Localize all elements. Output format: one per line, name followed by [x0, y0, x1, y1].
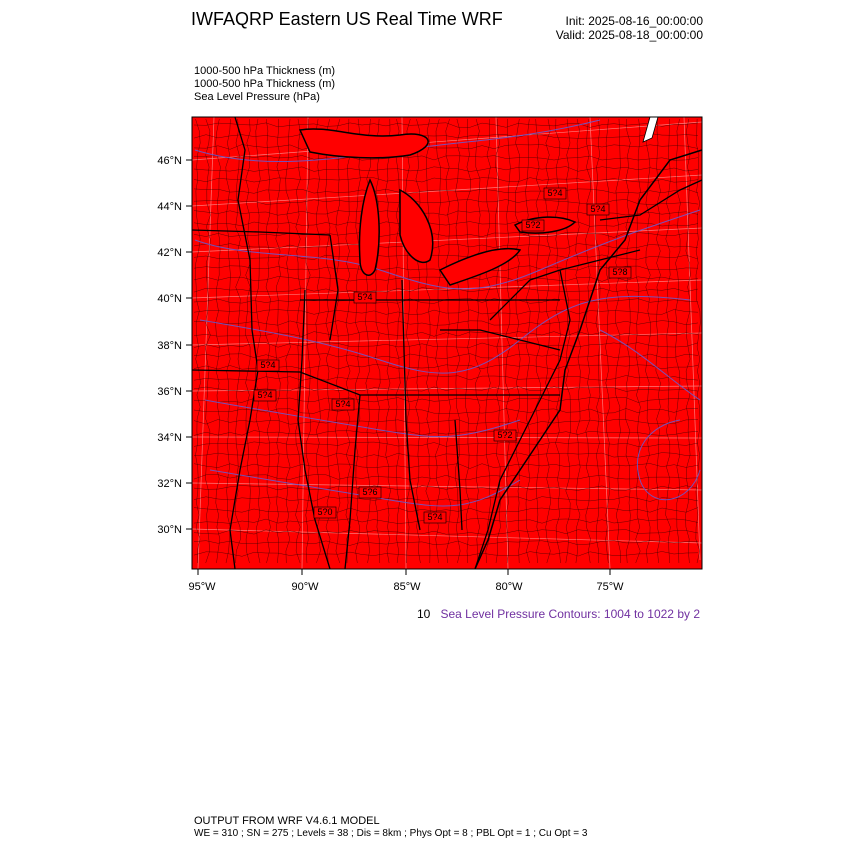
model-settings: WE = 310 ; SN = 275 ; Levels = 38 ; Dis = 8km ; Phys Opt = 8 ; PBL Opt = 1 ; Cu Opt = 3	[194, 828, 588, 839]
variable-label: 1000-500 hPa Thickness (m)	[194, 78, 336, 90]
lat-label: 30°N	[157, 524, 182, 536]
lon-label: 75°W	[596, 581, 624, 593]
contour-label: 5?4	[547, 188, 563, 198]
contour-label: 5?8	[612, 267, 628, 277]
lat-label: 32°N	[157, 478, 182, 490]
init-time: Init: 2025-08-16_00:00:00	[565, 14, 703, 28]
lat-label: 42°N	[157, 247, 182, 259]
lat-label: 40°N	[157, 293, 182, 305]
lat-label: 36°N	[157, 386, 182, 398]
contour-label: 5?6	[362, 487, 378, 497]
valid-time: Valid: 2025-08-18_00:00:00	[555, 28, 703, 42]
contour-label: 5?2	[525, 220, 541, 230]
map-title: IWFAQRP Eastern US Real Time WRF	[191, 9, 503, 29]
contour-info-prefix: 10	[417, 607, 431, 621]
lat-label: 46°N	[157, 155, 182, 167]
contour-label: 5?4	[335, 399, 351, 409]
lon-label: 95°W	[188, 581, 216, 593]
lat-ticks	[186, 160, 192, 529]
contour-label: 5?4	[260, 360, 276, 370]
lat-label: 34°N	[157, 432, 182, 444]
contour-label: 5?4	[257, 390, 273, 400]
lon-label: 80°W	[495, 581, 523, 593]
lon-ticks	[198, 569, 610, 575]
lat-label: 38°N	[157, 340, 182, 352]
lon-label: 85°W	[393, 581, 421, 593]
model-info: OUTPUT FROM WRF V4.6.1 MODEL	[194, 815, 380, 827]
contour-label: 5?4	[357, 292, 373, 302]
contour-label: 5?0	[317, 507, 333, 517]
lon-label: 90°W	[291, 581, 319, 593]
contour-label: 5?2	[497, 430, 513, 440]
contour-info: Sea Level Pressure Contours: 1004 to 1022 by 2	[440, 607, 700, 621]
contour-label: 5?4	[590, 204, 606, 214]
variable-label: 1000-500 hPa Thickness (m)	[194, 65, 336, 77]
variable-label: Sea Level Pressure (hPa)	[194, 91, 320, 103]
lat-label: 44°N	[157, 201, 182, 213]
contour-label: 5?4	[427, 512, 443, 522]
